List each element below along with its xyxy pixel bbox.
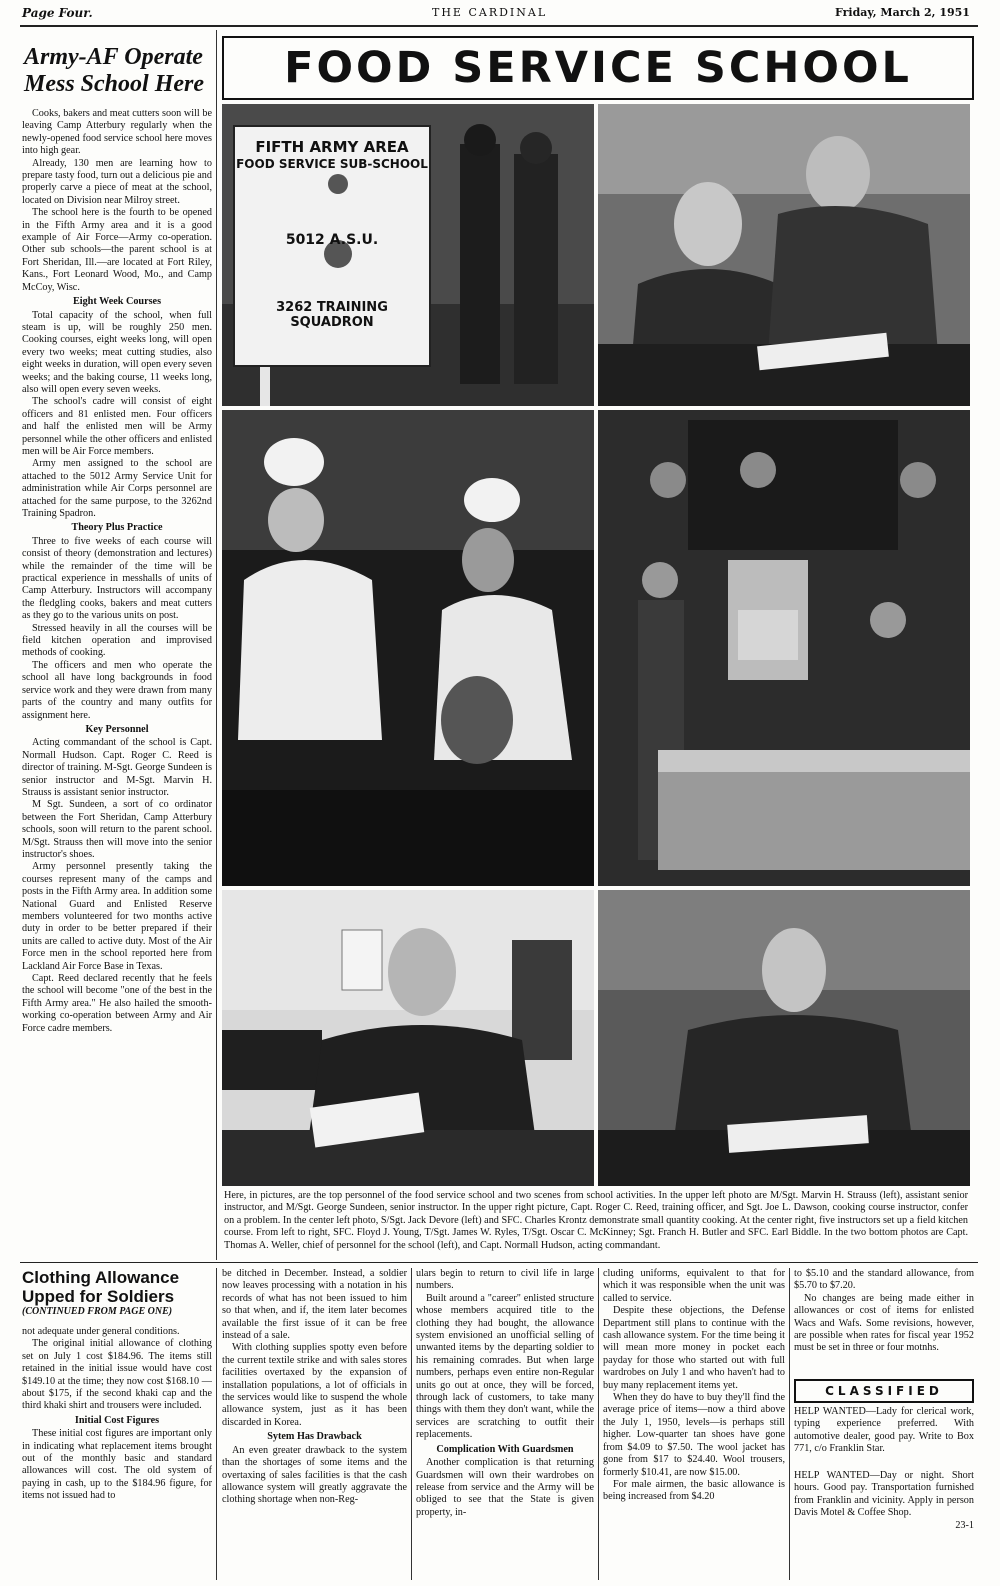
lead-paragraph: The officers and men who operate the school all have long backgrounds in food service work and they were drawn from many parts of the country and many outfits for assignment here. bbox=[22, 659, 212, 721]
lead-paragraph: Cooks, bakers and meat cutters soon will be leaving Camp Atterbury regularly when the newly-opened food service school here moves into high gear. bbox=[22, 108, 212, 157]
clothing-paragraph: When they do have to buy they'll find the average price of items—now a third above the July 1, 1950, levels—is perhaps still higher. Low-quarter tan shoes have gone from $4.09 to $7.50. The wool jacket has gone from $17 to $24.40. Wool trousers, formerly $10.41, are now $15.00. bbox=[603, 1392, 785, 1478]
clothing-paragraph: These initial cost figures are important only in indicating what replacement items brought out of the monthly basic and standard allowances will cost. The old system of paying in cash, up to the $184.96 figure, for items not issued had to bbox=[22, 1428, 212, 1502]
lead-paragraph: M Sgt. Sundeen, a sort of co ordinator between the Fort Sheridan, Camp Atterbury schools, soon will return to the parent school. M/Sgt. Strauss then will move into the senior instructor's shoes. bbox=[22, 799, 212, 860]
column-divider bbox=[216, 1268, 217, 1580]
clothing-col2 bbox=[222, 1268, 407, 1581]
clothing-col3 bbox=[416, 1268, 594, 1581]
clothing-col1 bbox=[22, 1326, 212, 1581]
classified-ad-text: HELP WANTED—Lady for clerical work, typing experience preferred. With automotive dealer, good pay. Write to Box 771, c/o Franklin Star. bbox=[794, 1406, 974, 1455]
photo-sign-instructors bbox=[222, 104, 594, 406]
classified-ad-code: 23-1 bbox=[955, 1519, 974, 1531]
lead-paragraph: Three to five weeks of each course will consist of theory (demonstration and lectures) while the remainder of the time will be practical experience in messhalls of units of Camp Atterbury. Instructors will accompany the fledgling cooks, bakers and meat cutters as they go to the various units on post. bbox=[22, 535, 212, 622]
classified-ad-text: HELP WANTED—Day or night. Short hours. Good pay. Transportation furnished from Franklin and vicinity. Apply in person Davis Motel & Coffee Shop. bbox=[794, 1470, 974, 1519]
lead-headline bbox=[24, 44, 214, 98]
clothing-headline bbox=[22, 1268, 212, 1317]
lead-paragraph: Already, 130 men are learning how to prepare tasty food, turn out a delicious pie and properly carve a piece of meat at the school, located on Division near Milroy street. bbox=[22, 157, 212, 206]
sign-line3: 5012 A.S.U. bbox=[285, 232, 379, 248]
photo-capt-hudson bbox=[598, 890, 970, 1186]
banner-title: FOOD SERVICE SCHOOL bbox=[222, 36, 974, 100]
continued-label: (CONTINUED FROM PAGE ONE) bbox=[22, 1306, 173, 1317]
clothing-paragraph: ulars begin to return to civil life in large numbers. bbox=[416, 1268, 594, 1292]
lead-paragraph: Army men assigned to the school are attached to the 5012 Army Service Unit for administration while Air Corps personnel are attached for the same purpose, to the 3262nd Training Spadron. bbox=[22, 458, 212, 519]
lead-paragraph: The school here is the fourth to be opened in the Fifth Army area and it is a good example of Air Force—Army co-operation. Other sub schools—the parent school is at Fort Sheridan, Ill.—are located at Fort Riley, Kans., Fort Leonard Wood, Mo., and Camp McCoy, Wisc. bbox=[22, 207, 212, 293]
clothing-paragraph: Despite these objections, the Defense Department still plans to continue with the cash allowance system. For the time being it will mean more money in pocket each payday for those who started out with full wardrobes on July 1 and who haven't had to buy many replacement items yet. bbox=[603, 1305, 785, 1391]
clothing-col4 bbox=[603, 1268, 785, 1581]
clothing-headline-line2: Upped for Soldiers bbox=[22, 1287, 175, 1306]
page-label: Page Four. bbox=[22, 6, 93, 20]
clothing-paragraph: to $5.10 and the standard allowance, from $5.70 to $7.20. bbox=[794, 1268, 974, 1292]
masthead-rule bbox=[20, 25, 978, 27]
lead-paragraph: Acting commandant of the school is Capt. Normall Hudson. Capt. Roger C. Reed is director of training. M-Sgt. George Sundeen is senior instructor and M-Sgt. Marvin H. Strauss is assistant senior instructor. bbox=[22, 737, 212, 798]
classified-ad bbox=[794, 1406, 974, 1466]
lead-paragraph: Capt. Reed declared recently that he feels the school will become "one of the best in the Fifth Army area." He also hailed the smooth-working co-operation between Army and Air Force cadre members. bbox=[22, 973, 212, 1034]
lead-headline-line1: Army-AF Operate bbox=[24, 44, 203, 70]
photo-officers-conferring bbox=[598, 104, 970, 406]
clothing-paragraph: For male airmen, the basic allowance is being increased from $4.20 bbox=[603, 1478, 785, 1503]
column-divider bbox=[411, 1268, 412, 1580]
clothing-paragraph: An even greater drawback to the system than the shortages of some items and the overtaxing of sales facilities is that the cash allowance system will greatly aggravate the clothing shortage when non-Reg- bbox=[222, 1444, 407, 1506]
clothing-col5 bbox=[794, 1268, 974, 1376]
clothing-subhead: Complication With Guardsmen bbox=[436, 1443, 574, 1455]
paper-name: THE CARDINAL bbox=[432, 6, 548, 19]
clothing-paragraph: be ditched in December. Instead, a soldier now leaves processing with a notation in his records of what has not been issued to him so that when, and if, the item later becomes available the first issue of it can be free instead of a sale. bbox=[222, 1268, 407, 1342]
sign-line2: FOOD SERVICE SUB-SCHOOL bbox=[236, 157, 428, 171]
clothing-subhead: Initial Cost Figures bbox=[74, 1414, 160, 1426]
lead-paragraph: Stressed heavily in all the courses will be field kitchen operation and improvised methods of cooking. bbox=[22, 622, 212, 659]
lead-paragraph: The school's cadre will consist of eight officers and 81 enlisted men. Four officers and half the enlisted men will be Army personnel while the other officers and enlisted men will be Air Force members. bbox=[22, 396, 212, 457]
section-rule bbox=[20, 1262, 978, 1263]
clothing-paragraph: cluding uniforms, equivalent to that for which it was responsible when the unit was called to service. bbox=[603, 1268, 785, 1304]
photo-capt-weller bbox=[222, 890, 594, 1186]
sign-line4: 3262 TRAINING SQUADRON bbox=[276, 300, 388, 330]
photo-caption: Here, in pictures, are the top personnel of the food service school and two scenes from school activities. In the upper left photo are M/Sgt. Marvin H. Strauss (left), assistant senior instructor, and M/Sgt. George Sundeen, senior instructor. In the upper right picture, Capt. Roger C. Reed, training officer, and Sgt. Joe L. Dawson, cooking course instructor, confer on a problem. In the center left photo, S/Sgt. Jack Devore (left) and SFC. Charles Krontz demonstrate small quantity cooking. At the center right, five instructors set up a field kitchen course. From left to right, SFC. Floyd J. Young, T/Sgt. James W. Ryles, T/Sgt. Oscar C. McKinney; Sgt. Franch H. Butler and SFC. Earl Biddle. In the two bottom photos are Capt. Thomas A. Weller, chief of personnel for the school (left), and Capt. Normall Hudson, acting commandant. bbox=[224, 1190, 968, 1251]
issue-date: Friday, March 2, 1951 bbox=[835, 6, 970, 19]
clothing-paragraph: Built around a "career" enlisted structure whose members acquired title to the clothing they had bought, the allowance system envisioned an unofficial selling of unwanted items by the departing soldier to his remaining comrades. But when large numbers, perhaps even entire non-Regular units go out at once, they will be forced, through lack of customers, to take many things with them they don't want, while the services are scratching to outfit their replacements. bbox=[416, 1292, 594, 1441]
photo-field-kitchen bbox=[598, 410, 970, 886]
clothing-paragraph: No changes are being made either in allowances or cost of items for enlisted Wacs and Wafs. Some revisions, however, are possible when rates for fiscal year 1952 must be set in three or four motnhs. bbox=[794, 1292, 974, 1354]
lead-story-body bbox=[22, 108, 212, 1256]
clothing-paragraph: not adequate under general conditions. bbox=[22, 1326, 180, 1337]
classified-header: CLASSIFIED bbox=[794, 1379, 974, 1403]
lead-headline-line2: Mess School Here bbox=[24, 71, 204, 97]
column-divider bbox=[216, 30, 217, 1260]
column-divider bbox=[789, 1268, 790, 1580]
photo-cooking-demo bbox=[222, 410, 594, 886]
clothing-paragraph: With clothing supplies spotty even before the current textile strike and with sales stores facilities overtaxed by the expansion of installation populations, a lot of officials in the services would like to suspend the whole allowance system, just as it has been discarded in Korea. bbox=[222, 1342, 407, 1428]
lead-subhead: Key Personnel bbox=[85, 723, 149, 735]
clothing-paragraph: The original initial allowance of clothing set on July 1 cost $184.96. The items still retained in the initial issue would have cost $149.10 at the time; they now cost $168.10 —about $175, if the second khaki cap and the third khaki shirt and trousers were included. bbox=[22, 1338, 212, 1412]
lead-paragraph: Army personnel presently taking the courses represent many of the camps and posts in the Fifth Army area. In addition some National Guard and Enlisted Reserve members volunteered for two months active duty in order to be better prepared if their units are called to active duty. Most of the Air Force men in the school reported here from Lackland Air Force Base in Texas. bbox=[22, 861, 212, 972]
column-divider bbox=[598, 1268, 599, 1580]
lead-subhead: Theory Plus Practice bbox=[71, 522, 163, 534]
classified-ad bbox=[794, 1470, 974, 1552]
clothing-headline-line1: Clothing Allowance bbox=[22, 1268, 180, 1287]
lead-subhead: Eight Week Courses bbox=[72, 296, 162, 308]
lead-paragraph: Total capacity of the school, when full steam is up, will be roughly 250 men. Cooking courses, eight weeks long, will open every two weeks; meat cutting studies, also eight weeks in duration, will open every seven weeks; and the baking course, 11 weeks long, also will open every seven weeks. bbox=[22, 309, 212, 395]
sign-line1: FIFTH ARMY AREA bbox=[255, 138, 409, 156]
clothing-subhead: Sytem Has Drawback bbox=[267, 1431, 362, 1443]
clothing-paragraph: Another complication is that returning Guardsmen will own their wardrobes on release from service and the Army will be obliged to see that the State is given property, in- bbox=[416, 1457, 594, 1518]
